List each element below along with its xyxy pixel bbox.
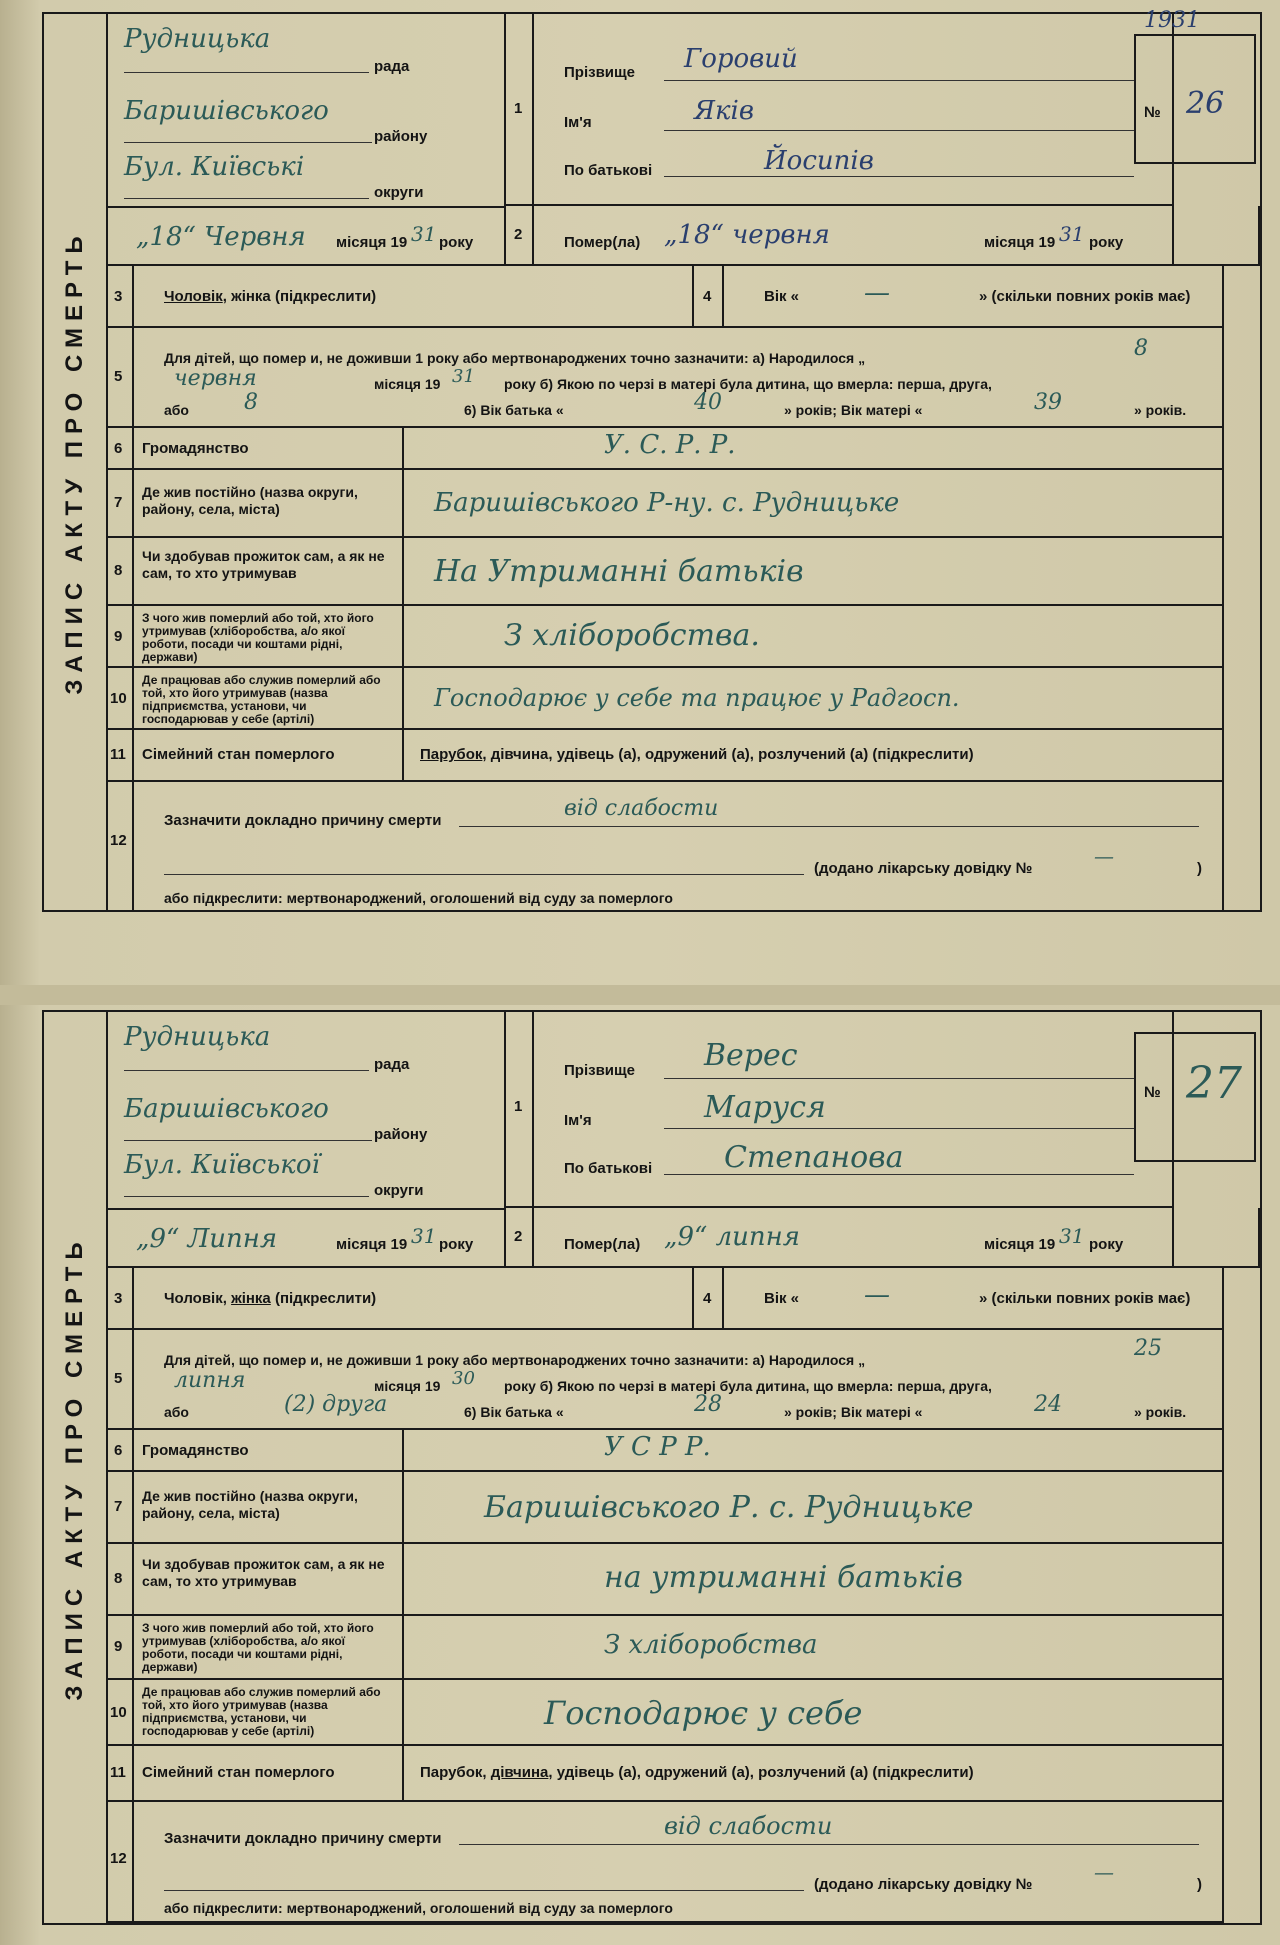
corner-year-note: 1931 bbox=[1144, 8, 1200, 33]
row-number-3: 3 bbox=[114, 288, 123, 305]
vik-value: — bbox=[864, 278, 890, 308]
row-number-11: 11 bbox=[110, 746, 126, 763]
value-cell bbox=[404, 1472, 1224, 1544]
pomer-label: Помер(ла) bbox=[564, 1236, 641, 1253]
infant-line3c: » років; Вік матері « bbox=[784, 1404, 923, 1420]
vik-batka-value: 28 bbox=[694, 1392, 722, 1417]
reg-month-label: місяця 19 bbox=[336, 1236, 408, 1253]
sex-option-male: Чоловік bbox=[164, 288, 223, 305]
age-cell bbox=[724, 266, 1224, 328]
row-number-1: 1 bbox=[514, 1098, 523, 1115]
blank-cell bbox=[1174, 206, 1260, 266]
raion-line bbox=[124, 142, 372, 143]
row-number-10: 10 bbox=[110, 690, 127, 707]
born-day-value: 8 bbox=[1134, 336, 1148, 361]
row-number-4: 4 bbox=[703, 1290, 712, 1307]
okruha-label: округи bbox=[374, 184, 424, 201]
stan-option-parubok: Парубок bbox=[420, 1764, 483, 1781]
po-batkovi-value: Степанова bbox=[724, 1140, 904, 1175]
age-cell bbox=[724, 1268, 1224, 1330]
de-zhyv-label: Де жив постійно (назва округи, району, села, міста) bbox=[142, 1488, 358, 1521]
label-cell bbox=[134, 428, 404, 470]
cause-cell bbox=[134, 1802, 1224, 1923]
pomer-roku-label: року bbox=[1089, 234, 1124, 251]
record-number-box bbox=[1134, 34, 1256, 164]
label-cell bbox=[134, 1544, 404, 1616]
simeinyi-stan-label: Сімейний стан померлого bbox=[142, 746, 335, 763]
value-cell bbox=[404, 1616, 1224, 1680]
rada-value: Рудницька bbox=[124, 1022, 271, 1052]
imia-label: Ім'я bbox=[564, 114, 592, 131]
value-cell bbox=[404, 538, 1224, 606]
dovidka-end: ) bbox=[1197, 860, 1202, 877]
imia-line bbox=[664, 1128, 1134, 1129]
row-number-2: 2 bbox=[514, 1228, 523, 1245]
rada-line bbox=[124, 72, 369, 73]
de-pratsiuvav-value: Господарює у себе bbox=[544, 1694, 863, 1732]
raion-value: Баришівського bbox=[124, 1094, 329, 1124]
row-number-8: 8 bbox=[114, 562, 123, 579]
po-batkovi-label: По батькові bbox=[564, 1160, 653, 1177]
raion-line bbox=[124, 1140, 372, 1141]
label-cell bbox=[134, 538, 404, 606]
born-year-value: 30 bbox=[452, 1368, 475, 1389]
infant-line3d: » років. bbox=[1134, 1404, 1187, 1420]
z-choho-label: З чого жив померлий або той, хто його утримував (хліборобства, а/о якої роботи, посади чи коштами рідні, держави) bbox=[142, 1621, 374, 1674]
infant-details-cell bbox=[134, 328, 1224, 428]
row-number-cell bbox=[106, 1472, 134, 1544]
row-number-8: 8 bbox=[114, 1570, 123, 1587]
infant-line3d: » років. bbox=[1134, 402, 1187, 418]
row-number-cell bbox=[106, 1268, 134, 1330]
sex-suffix: (підкреслити) bbox=[274, 1290, 377, 1307]
row-number-cell bbox=[106, 428, 134, 470]
label-cell bbox=[134, 668, 404, 730]
prychyna-value: від слабости bbox=[664, 1812, 833, 1840]
row-number-4: 4 bbox=[703, 288, 712, 305]
value-cell bbox=[404, 1746, 1224, 1802]
po-batkovi-value: Йосипів bbox=[764, 146, 874, 176]
stan-options: Парубок, дівчина, удівець (а), одружений (а), розлучений (а) (підкреслити) bbox=[420, 1764, 974, 1781]
z-choho-label: З чого жив померлий або той, хто його утримував (хліборобства, а/о якої роботи, посади чи коштами рідні, держави) bbox=[142, 611, 374, 664]
mertvo-label: або підкреслити: мертвонароджений, оголошений від суду за померлого bbox=[164, 1900, 673, 1916]
infant-line3b: 6) Вік батька « bbox=[464, 1404, 564, 1420]
prychyna-line2 bbox=[164, 1890, 804, 1891]
row-number-cell bbox=[506, 1012, 534, 1208]
sex-option-female: жінка bbox=[231, 1290, 271, 1307]
row-number-6: 6 bbox=[114, 440, 123, 457]
row-number-9: 9 bbox=[114, 628, 123, 645]
death-record-1 bbox=[42, 8, 1262, 912]
record-side-title: ЗАПИС АКТУ ПРО СМЕРТЬ bbox=[44, 14, 108, 910]
imia-label: Ім'я bbox=[564, 1112, 592, 1129]
reg-month-label: місяця 19 bbox=[336, 234, 408, 251]
raion-label: району bbox=[374, 128, 428, 145]
vik-suffix: » (скільки повних років має) bbox=[979, 1290, 1191, 1307]
dovidka-value: — bbox=[1094, 844, 1114, 868]
row-number-7: 7 bbox=[114, 494, 123, 511]
imia-value: Яків bbox=[694, 96, 754, 126]
row-number-cell bbox=[106, 1616, 134, 1680]
label-cell bbox=[134, 1746, 404, 1802]
value-cell bbox=[404, 470, 1224, 538]
infant-line3a: або bbox=[164, 1404, 189, 1420]
vik-value: — bbox=[864, 1280, 890, 1310]
chy-zdobuvav-label: Чи здобував прожиток сам, а як не сам, то хто утримував bbox=[142, 548, 385, 581]
vik-label: Вік « bbox=[764, 288, 800, 305]
row-number-6: 6 bbox=[114, 1442, 123, 1459]
infant-line2a: місяця 19 bbox=[374, 1378, 441, 1394]
reg-year-value: 31 bbox=[411, 1224, 437, 1248]
raion-value: Баришівського bbox=[124, 96, 329, 126]
row-number-5: 5 bbox=[114, 368, 123, 385]
pomer-label: Помер(ла) bbox=[564, 234, 641, 251]
reg-day-value: „18“ Червня bbox=[136, 222, 306, 252]
registration-date-row bbox=[106, 1208, 506, 1268]
label-cell bbox=[134, 470, 404, 538]
reg-year-value: 31 bbox=[411, 222, 437, 246]
row-number-cell bbox=[106, 606, 134, 668]
nomer-value: 26 bbox=[1186, 86, 1225, 121]
okruha-value: Бул. Київські bbox=[124, 152, 305, 182]
okruha-line bbox=[124, 198, 369, 199]
de-pratsiuvav-label: Де працював або служив померлий або той, хто його утримував (назва підприємства, установи, чи господарював у себе (артілі) bbox=[142, 673, 381, 726]
sex-label: Чоловік, жінка (підкреслити) bbox=[164, 1290, 377, 1307]
sex-cell bbox=[134, 1268, 694, 1330]
raion-label: району bbox=[374, 1126, 428, 1143]
vik-materi-value: 39 bbox=[1034, 390, 1062, 415]
order-value: 8 bbox=[244, 390, 258, 415]
label-cell bbox=[134, 1680, 404, 1746]
po-batkovi-line bbox=[664, 176, 1134, 177]
nomer-label: № bbox=[1144, 104, 1161, 121]
stan-options-rest: , дівчина, удівець (а), одружений (а), розлучений (а) (підкреслити) bbox=[482, 746, 974, 763]
row-number-cell bbox=[106, 668, 134, 730]
name-cell bbox=[534, 1012, 1174, 1208]
dovidka-value: — bbox=[1094, 1860, 1114, 1884]
sex-suffix: (підкреслити) bbox=[274, 288, 377, 305]
pomer-year-value: 31 bbox=[1059, 222, 1085, 246]
stan-options bbox=[420, 746, 974, 763]
z-choho-value: З хліборобства. bbox=[504, 618, 760, 653]
prychyna-label: Зазначити докладно причину смерти bbox=[164, 812, 442, 829]
sex-option-female: жінка bbox=[231, 288, 271, 305]
row-number-cell bbox=[106, 470, 134, 538]
dovidka-end: ) bbox=[1197, 1876, 1202, 1893]
chy-zdobuvav-value: на утриманні батьків bbox=[604, 1560, 963, 1595]
prizvyshche-value: Верес bbox=[704, 1038, 798, 1073]
pomer-month-label: місяця 19 bbox=[984, 234, 1056, 251]
vik-label: Вік « bbox=[764, 1290, 800, 1307]
row-number-cell bbox=[106, 1746, 134, 1802]
pomer-year-value: 31 bbox=[1059, 1224, 1085, 1248]
row-number-5: 5 bbox=[114, 1370, 123, 1387]
label-cell bbox=[134, 1472, 404, 1544]
name-cell bbox=[534, 14, 1174, 206]
row-number-cell bbox=[106, 538, 134, 606]
value-cell bbox=[404, 428, 1224, 470]
born-day-value: 25 bbox=[1134, 1336, 1162, 1361]
row-number-cell bbox=[106, 782, 134, 912]
prizvyshche-line bbox=[664, 1078, 1134, 1079]
okruha-line bbox=[124, 1196, 369, 1197]
value-cell bbox=[404, 730, 1224, 782]
hromadianstvo-label: Громадянство bbox=[142, 1442, 249, 1459]
simeinyi-stan-label: Сімейний стан померлого bbox=[142, 1764, 335, 1781]
row-number-cell bbox=[506, 14, 534, 206]
row-number-10: 10 bbox=[110, 1704, 127, 1721]
infant-line3c: » років; Вік матері « bbox=[784, 402, 923, 418]
chy-zdobuvav-label: Чи здобував прожиток сам, а як не сам, то хто утримував bbox=[142, 1556, 385, 1589]
record-side-title: ЗАПИС АКТУ ПРО СМЕРТЬ bbox=[44, 1012, 108, 1923]
row-number-12: 12 bbox=[110, 1850, 127, 1867]
born-month-value: липня bbox=[174, 1368, 246, 1393]
pomer-month-label: місяця 19 bbox=[984, 1236, 1056, 1253]
vik-suffix: » (скільки повних років має) bbox=[979, 288, 1191, 305]
prizvyshche-label: Прізвище bbox=[564, 1062, 636, 1079]
rada-value: Рудницька bbox=[124, 24, 271, 54]
row-number-cell bbox=[694, 1268, 724, 1330]
row-number-11: 11 bbox=[110, 1764, 126, 1781]
prychyna-line2 bbox=[164, 874, 804, 875]
okruha-value: Бул. Київської bbox=[124, 1150, 320, 1180]
value-cell bbox=[404, 668, 1224, 730]
order-value: (2) друга bbox=[284, 1392, 388, 1417]
row-number-cell bbox=[106, 1680, 134, 1746]
infant-line2b: року б) Якою по черзі в матері була дитина, що вмерла: перша, друга, bbox=[504, 376, 992, 392]
de-pratsiuvav-label: Де працював або служив померлий або той, хто його утримував (назва підприємства, установи, чи господарював у себе (артілі) bbox=[142, 1685, 381, 1738]
po-batkovi-line bbox=[664, 1174, 1134, 1175]
prizvyshche-line bbox=[664, 80, 1134, 81]
chy-zdobuvav-value: На Утриманні батьків bbox=[434, 554, 804, 589]
infant-line1: Для дітей, що помер и, не доживши 1 року або мертвонароджених точно зазначити: а) Народилося „ bbox=[164, 1352, 866, 1368]
imia-value: Маруся bbox=[704, 1090, 826, 1125]
value-cell bbox=[404, 1430, 1224, 1472]
pomer-day-value: „18“ червня bbox=[664, 220, 830, 250]
vik-batka-value: 40 bbox=[694, 390, 722, 415]
infant-line2a: місяця 19 bbox=[374, 376, 441, 392]
cause-cell bbox=[134, 782, 1224, 912]
dovidka-label: (додано лікарську довідку № bbox=[814, 1876, 1033, 1893]
page-gutter bbox=[0, 985, 1280, 1005]
hromadianstvo-value: У. С. Р. Р. bbox=[604, 430, 736, 460]
prychyna-value: від слабости bbox=[564, 796, 719, 821]
rada-line bbox=[124, 1070, 369, 1071]
registration-date-row bbox=[106, 206, 506, 266]
prizvyshche-label: Прізвище bbox=[564, 64, 636, 81]
row-number-cell bbox=[694, 266, 724, 328]
infant-details-cell bbox=[134, 1330, 1224, 1430]
sex-label: Чоловік, жінка (підкреслити) bbox=[164, 288, 377, 305]
value-cell bbox=[404, 1544, 1224, 1616]
imia-line bbox=[664, 130, 1134, 131]
pomer-roku-label: року bbox=[1089, 1236, 1124, 1253]
row-number-1: 1 bbox=[514, 100, 523, 117]
label-cell bbox=[134, 606, 404, 668]
row-number-cell bbox=[106, 328, 134, 428]
row-number-cell bbox=[106, 1430, 134, 1472]
prychyna-line bbox=[459, 1844, 1199, 1845]
death-date-cell bbox=[534, 206, 1174, 266]
born-year-value: 31 bbox=[452, 366, 475, 387]
label-cell bbox=[134, 1616, 404, 1680]
infant-line1: Для дітей, що помер и, не доживши 1 року або мертвонароджених точно зазначити: а) Народилося „ bbox=[164, 350, 866, 366]
hromadianstvo-label: Громадянство bbox=[142, 440, 249, 457]
sex-cell bbox=[134, 266, 694, 328]
infant-line3a: або bbox=[164, 402, 189, 418]
sex-option-male: Чоловік bbox=[164, 1290, 223, 1307]
prychyna-label: Зазначити докладно причину смерти bbox=[164, 1830, 442, 1847]
row-number-7: 7 bbox=[114, 1498, 123, 1515]
blank-cell bbox=[1174, 1208, 1260, 1268]
row-number-2: 2 bbox=[514, 226, 523, 243]
po-batkovi-label: По батькові bbox=[564, 162, 653, 179]
nomer-value: 27 bbox=[1186, 1058, 1242, 1109]
infant-line2b: року б) Якою по черзі в матері була дитина, що вмерла: перша, друга, bbox=[504, 1378, 992, 1394]
vik-materi-value: 24 bbox=[1034, 1392, 1062, 1417]
row-number-cell bbox=[106, 1802, 134, 1923]
pomer-day-value: „9“ липня bbox=[664, 1222, 800, 1252]
death-date-cell bbox=[534, 1208, 1174, 1268]
okruha-label: округи bbox=[374, 1182, 424, 1199]
de-zhyv-value: Баришівського Р-ну. с. Рудницьке bbox=[434, 488, 900, 518]
row-number-cell bbox=[106, 730, 134, 782]
rada-label: рада bbox=[374, 1056, 410, 1073]
rada-label: рада bbox=[374, 58, 410, 75]
born-month-value: червня bbox=[174, 366, 257, 391]
infant-line3b: 6) Вік батька « bbox=[464, 402, 564, 418]
row-number-cell bbox=[506, 206, 534, 266]
de-zhyv-label: Де жив постійно (назва округи, району, села, міста) bbox=[142, 484, 358, 517]
nomer-label: № bbox=[1144, 1084, 1161, 1101]
dovidka-label: (додано лікарську довідку № bbox=[814, 860, 1033, 877]
reg-roku-label: року bbox=[439, 234, 474, 251]
row-number-cell bbox=[506, 1208, 534, 1268]
stan-options-rest: , удівець (а), одружений (а), розлучений (а) (підкреслити) bbox=[548, 1764, 974, 1781]
stan-option-divchyna: дівчина bbox=[490, 1764, 549, 1781]
death-record-2 bbox=[42, 1010, 1262, 1925]
hromadianstvo-value: У С Р Р. bbox=[604, 1432, 711, 1462]
label-cell bbox=[134, 730, 404, 782]
row-number-cell bbox=[106, 1544, 134, 1616]
row-number-cell bbox=[106, 1330, 134, 1430]
record-number-box bbox=[1134, 1032, 1256, 1162]
row-number-cell bbox=[106, 266, 134, 328]
de-zhyv-value: Баришівського Р. с. Рудницьке bbox=[484, 1490, 974, 1525]
row-number-9: 9 bbox=[114, 1638, 123, 1655]
mertvo-label: або підкреслити: мертвонароджений, оголошений від суду за померлого bbox=[164, 890, 673, 906]
value-cell bbox=[404, 1680, 1224, 1746]
label-cell bbox=[134, 1430, 404, 1472]
stan-option-parubok: Парубок bbox=[420, 746, 483, 763]
prizvyshche-value: Горовий bbox=[684, 44, 798, 74]
reg-day-value: „9“ Липня bbox=[136, 1224, 278, 1254]
row-number-12: 12 bbox=[110, 832, 127, 849]
value-cell bbox=[404, 606, 1224, 668]
de-pratsiuvav-value: Господарює у себе та працює у Радгосп. bbox=[434, 684, 960, 712]
z-choho-value: З хліборобства bbox=[604, 1630, 818, 1660]
reg-roku-label: року bbox=[439, 1236, 474, 1253]
row-number-3: 3 bbox=[114, 1290, 123, 1307]
prychyna-line bbox=[459, 826, 1199, 827]
